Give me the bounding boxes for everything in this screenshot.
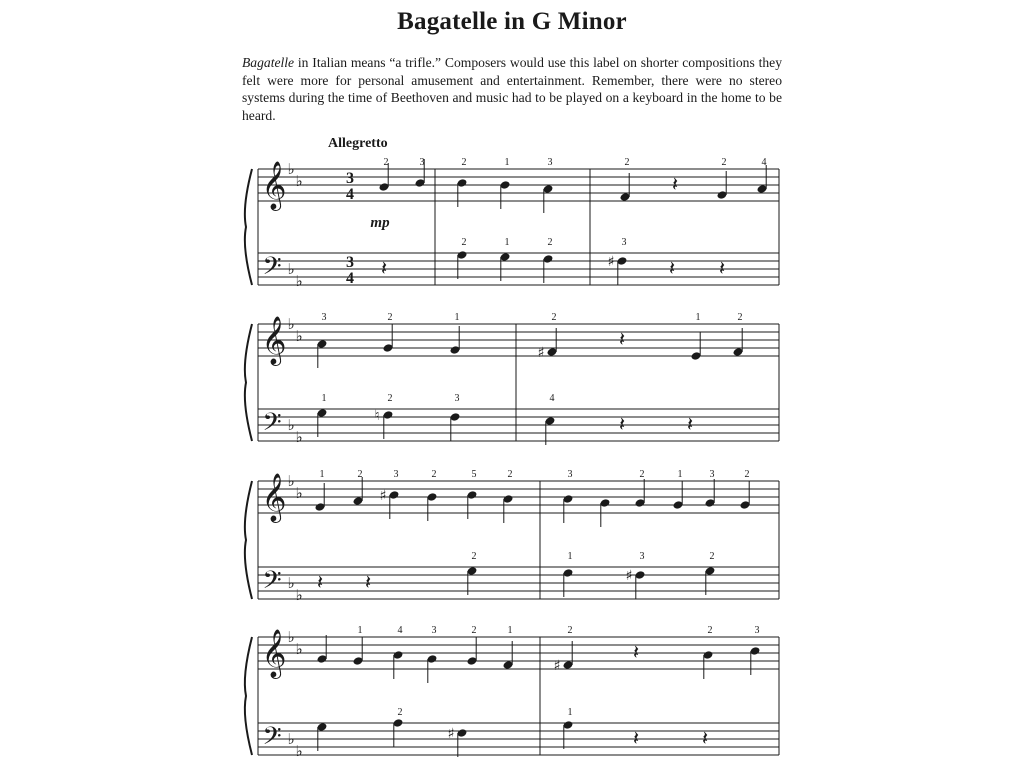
finger-number: 2 [547,237,553,248]
flat-icon: ♭ [295,640,303,658]
intro-lead-word: Bagatelle [242,55,295,70]
time-signature-top: 3 [346,170,354,187]
finger-number: 1 [567,551,573,562]
bass-clef-icon: 𝄢 [262,408,282,443]
finger-number: 3 [547,157,553,168]
finger-number: 1 [321,393,327,404]
treble-clef-icon: 𝄞 [261,160,287,209]
finger-number: 1 [677,469,683,480]
quarter-rest-icon: 𝄽 [668,256,676,280]
finger-number: 3 [567,469,573,480]
quarter-rest-icon: 𝄽 [671,172,679,196]
flat-icon: ♭ [287,730,295,748]
finger-number: 2 [471,551,477,562]
finger-number: 4 [761,157,767,168]
finger-number: 4 [549,393,555,404]
treble-clef-icon: 𝄞 [261,315,287,364]
finger-number: 3 [621,237,627,248]
dynamic-marking: mp [370,215,390,231]
finger-number: 2 [709,551,715,562]
finger-number: 2 [387,393,393,404]
quarter-rest-icon: 𝄽 [632,726,640,750]
finger-number: 1 [507,625,513,636]
finger-number: 2 [721,157,727,168]
finger-number: 3 [393,469,399,480]
treble-clef-icon: 𝄞 [261,628,287,677]
finger-number: 1 [454,312,460,323]
flat-icon: ♭ [295,484,303,502]
brace [245,481,252,599]
flat-icon: ♭ [295,742,303,760]
finger-number: 2 [551,312,557,323]
flat-icon: ♭ [287,416,295,434]
time-signature-top: 3 [346,254,354,271]
flat-icon: ♭ [287,628,295,646]
bass-clef-icon: 𝄢 [262,722,282,757]
quarter-rest-icon: 𝄽 [618,327,626,351]
finger-number: 2 [707,625,713,636]
finger-number: 2 [624,157,630,168]
brace [245,637,252,755]
quarter-rest-icon: 𝄽 [718,256,726,280]
finger-number: 3 [709,469,715,480]
quarter-rest-icon: 𝄽 [701,726,709,750]
finger-number: 1 [695,312,701,323]
finger-number: 2 [387,312,393,323]
finger-number: 2 [744,469,750,480]
finger-number: 2 [737,312,743,323]
bass-clef-icon: 𝄢 [262,252,282,287]
finger-number: 3 [431,625,437,636]
finger-number: 2 [397,707,403,718]
natural-icon: ♮ [374,408,380,424]
quarter-rest-icon: 𝄽 [316,570,324,594]
quarter-rest-icon: 𝄽 [618,412,626,436]
finger-number: 1 [504,237,510,248]
finger-number: 2 [461,157,467,168]
treble-clef-icon: 𝄞 [261,472,287,521]
flat-icon: ♭ [287,315,295,333]
flat-icon: ♭ [287,472,295,490]
finger-number: 3 [754,625,760,636]
sharp-icon: ♯ [607,254,615,270]
flat-icon: ♭ [295,428,303,446]
finger-number: 5 [471,469,477,480]
flat-icon: ♭ [287,574,295,592]
flat-icon: ♭ [295,586,303,604]
sharp-icon: ♯ [553,658,561,674]
intro-body: in Italian means “a trifle.” Composers would use this label on shorter compositions they felt were more for personal amusement and entertainment. Remember, there were no stereo systems during the time of Beethoven and music had to be played on a keyboard in the home to be heard. [242,55,782,123]
finger-number: 4 [397,625,403,636]
sharp-icon: ♯ [625,568,633,584]
finger-number: 2 [639,469,645,480]
tempo-marking: Allegretto [328,136,388,151]
quarter-rest-icon: 𝄽 [380,256,388,280]
finger-number: 3 [639,551,645,562]
flat-icon: ♭ [295,327,303,345]
flat-icon: ♭ [287,160,295,178]
finger-number: 2 [471,625,477,636]
finger-number: 2 [383,157,389,168]
quarter-rest-icon: 𝄽 [364,570,372,594]
finger-number: 1 [504,157,510,168]
quarter-rest-icon: 𝄽 [686,412,694,436]
quarter-rest-icon: 𝄽 [632,640,640,664]
brace [245,169,252,285]
page-title: Bagatelle in G Minor [397,8,627,35]
finger-number: 2 [461,237,467,248]
finger-number: 3 [419,157,425,168]
finger-number: 3 [321,312,327,323]
time-signature-bottom: 4 [346,186,354,203]
finger-number: 2 [431,469,437,480]
flat-icon: ♭ [295,172,303,190]
finger-number: 3 [454,393,460,404]
sharp-icon: ♯ [537,345,545,361]
finger-number: 1 [319,469,325,480]
finger-number: 2 [507,469,513,480]
finger-number: 1 [567,707,573,718]
finger-number: 2 [567,625,573,636]
flat-icon: ♭ [295,272,303,290]
brace [245,324,252,441]
finger-number: 1 [357,625,363,636]
time-signature-bottom: 4 [346,270,354,287]
flat-icon: ♭ [287,260,295,278]
sharp-icon: ♯ [447,726,455,742]
finger-number: 2 [357,469,363,480]
sharp-icon: ♯ [379,488,387,504]
bass-clef-icon: 𝄢 [262,566,282,601]
